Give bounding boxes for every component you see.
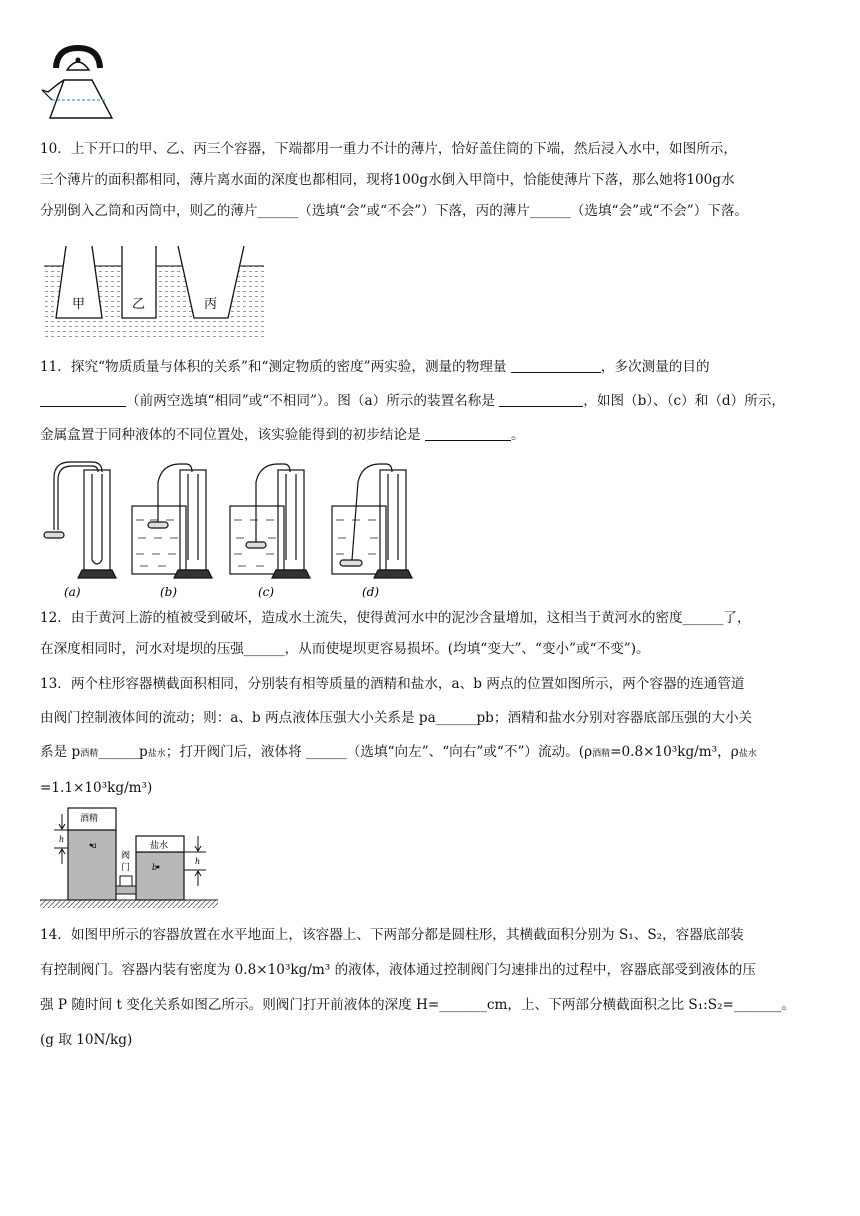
q13-containers-figure	[40, 806, 220, 910]
q13-line-4: =1.1×10³kg/m³)	[40, 780, 153, 796]
alcohol-label: 酒精	[80, 814, 99, 824]
q13-line-3c: ；打开阀门后，液体将 ______（选填“向左”、“向右”或“不”）流动。(ρ	[165, 744, 593, 760]
q11-pressure-gauge-figure	[40, 458, 420, 600]
q13-sub-brine: 盐水	[147, 749, 166, 759]
question-11	[40, 350, 830, 452]
q11-line-1a: 11．探究“物质质量与体积的关系”和“测定物质的密度”两实验，测量的物理量	[40, 359, 507, 375]
q13-line-3b: ______p	[98, 744, 148, 760]
q13-sub-alcohol-2: 酒精	[592, 749, 611, 759]
q12-line-2: 在深度相同时，河水对堤坝的压强______，从而使堤坝更容易损坏。(均填“变大”、“变小”或“不变”)。	[40, 641, 650, 657]
q11-line-1b: ，多次测量的目的	[600, 359, 710, 375]
gauge-d	[332, 464, 412, 578]
q11-blank-4[interactable]	[425, 424, 511, 441]
label-a: (a)	[64, 585, 81, 599]
q14-line-1: 14．如图甲所示的容器放置在水平地面上，该容器上、下两部分都是圆柱形，其横截面积分别为 S₁、S₂，容器底部装	[40, 927, 744, 943]
kettle-figure	[40, 40, 120, 120]
q11-line-2a: （前两空选填“相同”或“不相同”）。图（a）所示的装置名称是	[126, 393, 495, 409]
q14-line-4: (g 取 10N/kg)	[40, 1032, 133, 1048]
q11-line-2b: ，如图（b）、（c）和（d）所示，	[583, 393, 786, 409]
q10-line-1: 10．上下开口的甲、乙、丙三个容器，下端都用一重力不计的薄片，恰好盖住筒的下端，然后浸入水中，如图所示，	[40, 141, 737, 157]
valve-label-1: 阀	[121, 851, 131, 861]
point-b-label: b	[152, 863, 158, 872]
brine-label: 盐水	[150, 841, 169, 851]
question-14	[40, 918, 830, 1058]
q14-line-2: 有控制阀门。容器内装有密度为 0.8×10³kg/m³ 的液体，液体通过控制阀门匀速排出的过程中，容器底部受到液体的压	[40, 962, 756, 978]
gauge-c	[230, 464, 310, 578]
q13-line-1: 13．两个柱形容器横截面积相同，分别装有相等质量的酒精和盐水，a、b 两点的位置如图所示，两个容器的连通管道	[40, 676, 745, 692]
q13-sub-alcohol: 酒精	[80, 749, 99, 759]
label-bing: 丙	[204, 297, 218, 312]
q11-line-3a: 金属盒置于同种液体的不同位置处，该实验能得到的初步结论是	[40, 427, 421, 443]
q14-line-3: 强 P 随时间 t 变化关系如图乙所示。则阀门打开前液体的深度 H=_______cm，上、下两部分横截面积之比 S₁:S₂=_______。	[40, 997, 796, 1013]
label-b: (b)	[160, 585, 178, 599]
valve-label-2: 门	[121, 863, 131, 873]
question-10	[40, 134, 830, 227]
point-a-label: a	[92, 841, 97, 850]
q13-line-3d: =0.8×10³kg/m³，ρ	[610, 744, 739, 760]
h-right-label: h	[195, 857, 201, 866]
q12-line-1: 12．由于黄河上游的植被受到破坏，造成水土流失，使得黄河水中的泥沙含量增加，这相当于黄河水的密度______了，	[40, 610, 751, 626]
label-c: (c)	[258, 585, 275, 599]
q11-blank-3[interactable]	[499, 390, 583, 407]
q13-sub-brine-2: 盐水	[738, 749, 757, 759]
gauge-a	[44, 462, 116, 578]
label-jia: 甲	[72, 297, 86, 312]
gauge-b	[132, 464, 212, 578]
label-d: (d)	[362, 585, 380, 599]
q11-blank-2[interactable]	[40, 390, 126, 407]
q10-line-3: 分别倒入乙筒和丙筒中，则乙的薄片______（选填“会”或“不会”）下落，丙的薄片______（选填“会”或“不会”）下落。	[40, 203, 749, 219]
q13-line-3a: 系是 p	[40, 744, 81, 760]
q13-line-2: 由阀门控制液体间的流动；则：a、b 两点液体压强大小关系是 pa______pb；酒精和盐水分别对容器底部压强的大小关	[40, 710, 753, 726]
h-left-label: h	[59, 835, 65, 844]
q10-containers-figure	[44, 244, 264, 340]
question-13	[40, 667, 830, 805]
q10-line-2: 三个薄片的面积都相同，薄片离水面的深度也都相同，现将100g水倒入甲筒中，恰能使薄片下落，那么她将100g水	[40, 172, 735, 188]
question-12	[40, 603, 830, 665]
label-yi: 乙	[132, 297, 146, 312]
q11-blank-1[interactable]	[511, 356, 601, 373]
q11-line-3b: 。	[510, 427, 525, 443]
